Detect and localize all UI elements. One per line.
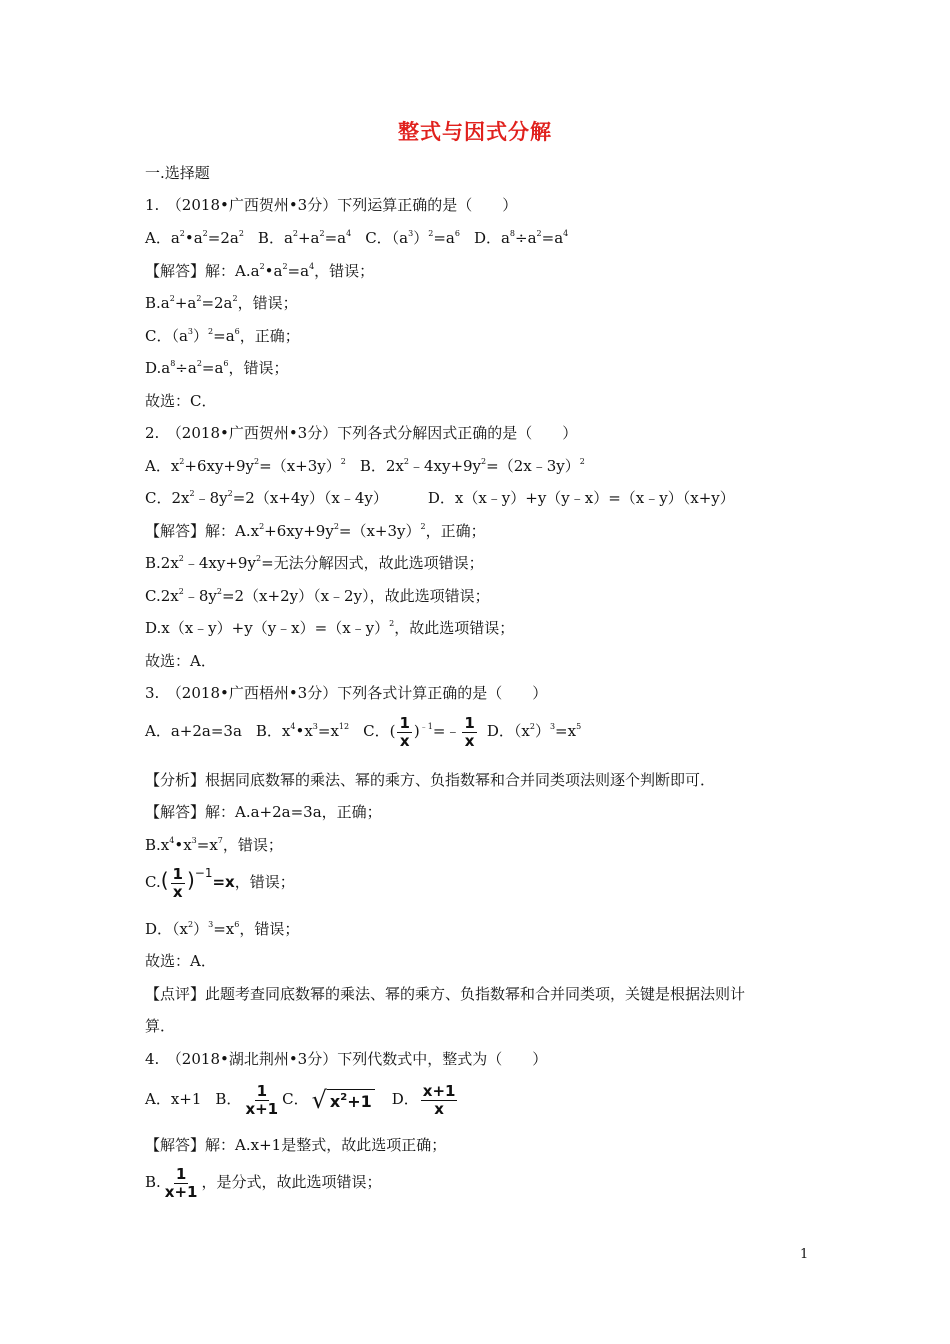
q4-option-b-fraction: $\frac{1}{x+1}$ xyxy=(245,1081,279,1118)
q3-solution-fraction: $\frac{1}{x}$ xyxy=(172,864,183,901)
page-number: 1 xyxy=(800,1247,809,1262)
q2-answer: 故选：A． xyxy=(145,652,216,670)
q1-solution-3: C．$(a^3)^2=a^6$，正确； xyxy=(145,327,300,345)
q1-solution-4: $D.a^8\div a^2=a^6$，错误； xyxy=(145,359,289,377)
q1-options: A．$a^2•a^2=2a^2$ B．$a^2+a^2=a^4$ C．$(a^3)^2=a^6$ D．$a^8\div a^2=a^4$ xyxy=(145,229,569,247)
q3-solution-2: $B.x^4•x^3=x^7$，错误； xyxy=(145,836,283,854)
document-title: 整式与因式分解 xyxy=(398,119,552,144)
q1-solution-2: $B.a^2+a^2=2a^2$，错误； xyxy=(145,294,298,312)
q4-solution-1: 【解答】解：A.x+1是整式，故此选项正确； xyxy=(145,1136,447,1154)
q1-stem: 1. （2018•广西贺州•3分）下列运算正确的是（ ） xyxy=(145,196,518,214)
q4-options: A．x+1 B． $\frac{1}{x+1}$ C． √ $x^2+1$ D． $\frac{x+1}{x}$ xyxy=(145,1081,456,1118)
q2-options-cd: C．$2x^2﹣8y^2=2(x+4y)(x﹣4y)$ D．x（x﹣y）+y（y﹣x）=（x﹣y）（x+y） xyxy=(145,489,735,507)
q2-solution-3: $C.2x^2﹣8y^2=2(x+2y)(x﹣2y)$，故此选项错误； xyxy=(145,587,490,605)
q2-solution-2: $B.2x^2﹣4xy+9y^2=$无法分解因式，故此选项错误； xyxy=(145,554,484,572)
q2-solution-1: 【解答】解：$A.x^2+6xy+9y^2=(x+3y)^2$，正确； xyxy=(145,522,486,540)
q3-solution-3: C.( $\frac{1}{x}$ )$^{-1}$=x，错误； xyxy=(145,864,295,901)
q3-solution-4: D．$(x^2)^3=x^6$，错误； xyxy=(145,920,300,938)
q2-stem: 2. （2018•广西贺州•3分）下列各式分解因式正确的是（ ） xyxy=(145,424,578,442)
q3-stem: 3. （2018•广西梧州•3分）下列各式计算正确的是（ ） xyxy=(145,684,548,702)
q4-solution-fraction: $\frac{1}{x+1}$ xyxy=(164,1164,198,1201)
q3-analysis: 【分析】根据同底数幂的乘法、幂的乘方、负指数幂和合并同类项法则逐个判断即可． xyxy=(145,771,716,789)
q2-solution-4: D.x（x﹣y）+y（y﹣x）=（x﹣y）$^2$，故此选项错误； xyxy=(145,619,515,637)
q1-answer: 故选：C． xyxy=(145,392,217,410)
q4-solution-2: B. $\frac{1}{x+1}$ ，是分式，故此选项错误； xyxy=(145,1164,382,1201)
section-heading: 一.选择题 xyxy=(145,164,210,182)
q3-solution-1: 【解答】解：A.a+2a=3a，正确； xyxy=(145,803,382,821)
q3-comment-cont: 算． xyxy=(145,1017,176,1035)
q3-options: A．a+2a=3a B．$x^4•x^3=x^{12}$ C．( $\frac{1}{x}$ )$^{﹣1}$=﹣ $\frac{1}{x}$ D．$(x^2)^3=x^5$ xyxy=(145,713,582,750)
q2-options-ab: A．$x^2+6xy+9y^2=(x+3y)^2$ B．$2x^2﹣4xy+9y^2=(2x﹣3y)^2$ xyxy=(145,457,585,475)
q3-comment: 【点评】此题考查同底数幂的乘法、幂的乘方、负指数幂和合并同类项，关键是根据法则计 xyxy=(145,985,746,1003)
q3-fraction-1-over-x: $\frac{1}{x}$ xyxy=(399,713,410,750)
q3-fraction-1-over-x-b: $\frac{1}{x}$ xyxy=(464,713,475,750)
q1-solution-1: 【解答】解：$A.a^2•a^2=a^4$，错误； xyxy=(145,262,375,280)
q4-stem: 4. （2018•湖北荆州•3分）下列代数式中，整式为（ ） xyxy=(145,1050,548,1068)
q4-option-d-fraction: $\frac{x+1}{x}$ xyxy=(422,1081,456,1118)
q4-option-c-sqrt: √ $x^2+1$ xyxy=(312,1088,375,1112)
q3-answer: 故选：A． xyxy=(145,952,216,970)
